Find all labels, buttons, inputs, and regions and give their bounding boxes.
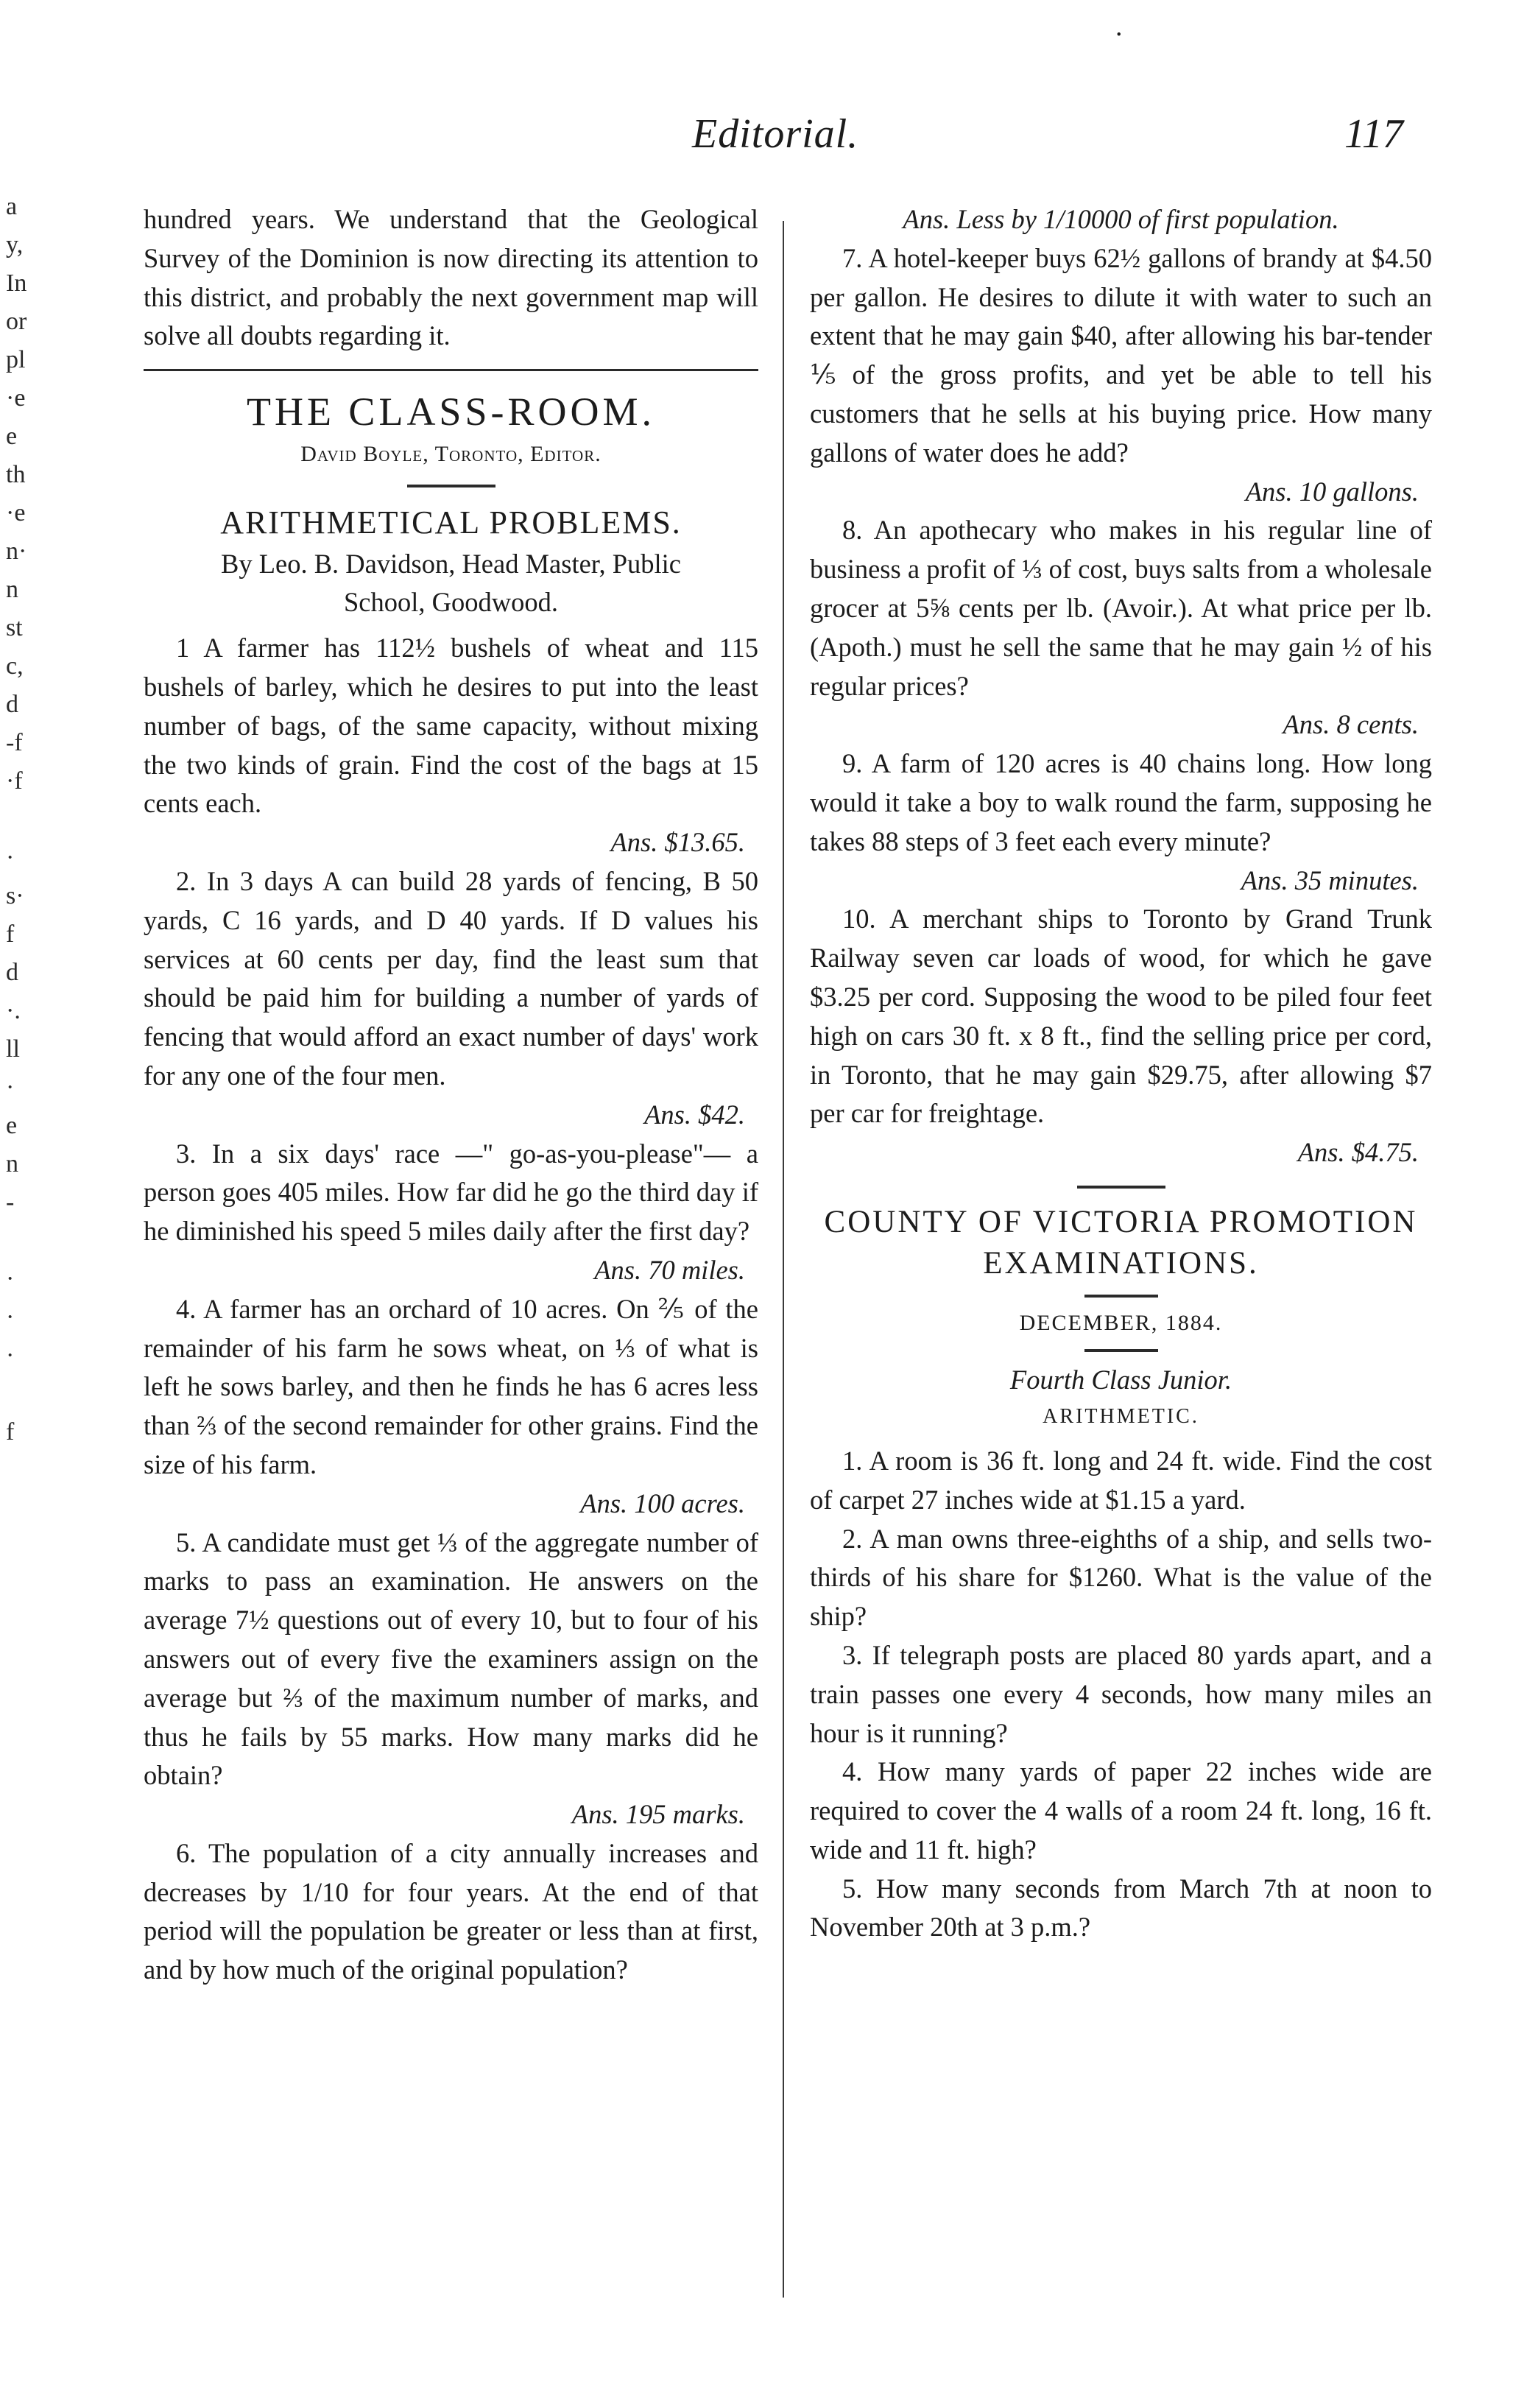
county-heading: COUNTY OF VICTORIA PROMOTION EXAMINATIONS. — [824, 1204, 1418, 1281]
problem-10: 10. A merchant ships to Toronto by Grand Trunk Railway seven car loads of wood, for which he gave $3.25 per cord. Supposing the wood to be piled four feet high on cars 30 ft. x 8 ft., find the selling price per cord, in Toronto, that he may gain $29.75, after allowing $7 per car for freightage. — [810, 904, 1432, 1129]
answer-3: Ans. 70 miles. — [594, 1254, 745, 1285]
answer-4: Ans. 100 acres. — [580, 1488, 745, 1518]
subject-heading: ARITHMETIC. — [1043, 1404, 1199, 1428]
margin-fragment: · — [6, 1342, 15, 1369]
margin-fragment: d — [6, 959, 18, 986]
margin-fragment: n· — [6, 538, 27, 565]
problem-2: 2. In 3 days A can build 28 yards of fencing, B 50 yards, C 16 yards, and D 40 yards. If D values his services at 60 cents per day, find the least sum that should be paid him for building a number of yards of fencing that would afford an exact number of days' work for any one of the four men. — [144, 865, 758, 1091]
problem-3: 3. In a six days' race —" go-as-you-please"— a person goes 405 miles. How far did he go the third day if he diminished his speed 5 miles daily after the first day? — [144, 1138, 758, 1247]
page-number: 117 — [1344, 111, 1403, 157]
answer-10: Ans. $4.75. — [1297, 1137, 1419, 1168]
editor-line: David Boyle, Toronto, Editor. — [300, 442, 602, 467]
short-rule — [1084, 1349, 1158, 1352]
exam-question-3: 3. If telegraph posts are placed 80 yards apart, and a train passes one every 4 seconds, how many miles an hour is it running? — [810, 1639, 1432, 1748]
margin-fragment: s· — [6, 882, 24, 909]
answer-7: Ans. 10 gallons. — [1245, 476, 1419, 507]
edge-mark: . — [1115, 11, 1123, 42]
short-rule — [1077, 1186, 1165, 1189]
margin-fragment: f — [6, 1418, 15, 1446]
problem-4: 4. A farmer has an orchard of 10 acres. On ⅖ of the remainder of his farm he sows wheat, on ⅓ of what is left he sows barley, and then he finds he has 6 acres less than ⅔ of the second remainder for other grains. Find the size of his farm. — [144, 1293, 758, 1479]
margin-fragment: ·f — [6, 767, 23, 795]
margin-fragment: d — [6, 691, 18, 718]
running-head-title: Editorial. — [692, 111, 859, 157]
margin-fragment: a — [6, 193, 18, 220]
problem-7: 7. A hotel-keeper buys 62½ gallons of brandy at $4.50 per gallon. He desires to dilute it with water to such an extent that he may gain $40, after allowing his bar-tender ⅕ of the gross profits, and yet be able to tell his customers that he sells at his buying price. How many gallons of water does he add? — [810, 242, 1432, 468]
exam-date: DECEMBER, 1884. — [1019, 1310, 1223, 1335]
margin-fragment: n — [6, 576, 18, 603]
margin-fragment: pl — [6, 346, 26, 373]
margin-fragment — [6, 1375, 65, 1413]
short-rule — [1084, 1295, 1158, 1298]
answer-1: Ans. $13.65. — [610, 827, 745, 858]
problem-6: 6. The population of a city annually increases and decreases by 1/10 for four years. At the end of that period will the population be greater or less than at first, and by how much of the original population? — [144, 1837, 758, 1985]
exam-question-4: 4. How many yards of paper 22 inches wide are required to cover the 4 walls of a room 24 ft. long, 16 ft. wide and 11 ft. high? — [810, 1756, 1432, 1865]
margin-fragment: · — [6, 844, 15, 871]
column-divider — [783, 221, 784, 2298]
exam-question-2: 2. A man owns three-eighths of a ship, and sells two-thirds of his share for $1260. What is the value of the ship? — [810, 1523, 1432, 1632]
problem-8: 8. An apothecary who makes in his regular line of business a profit of ⅓ of cost, buys salts from a wholesale grocer at 5⅝ cents per lb. (Avoir.). At what price per lb. (Apoth.) must he sell the same that he may gain ½ of his regular prices? — [810, 515, 1432, 701]
margin-fragment: y, — [6, 231, 24, 258]
margin-fragment: st — [6, 614, 23, 641]
margin-fragment: · — [6, 1265, 15, 1292]
margin-fragment: ·. — [6, 997, 21, 1024]
continuation-paragraph: hundred years. We understand that the Geological Survey of the Dominion is now directing its attention to this district, and probably the next government map will solve all doubts regarding it. — [144, 204, 758, 351]
margin-fragment: -f — [6, 729, 23, 756]
answer-2: Ans. $42. — [644, 1099, 745, 1130]
byline-line-1: By Leo. B. Davidson, Head Master, Public — [220, 549, 682, 580]
exam-question-1: 1. A room is 36 ft. long and 24 ft. wide. Find the cost of carpet 27 inches wide at $1.15 a yard. — [810, 1445, 1432, 1515]
margin-fragment: ll — [6, 1035, 20, 1063]
class-heading: Fourth Class Junior. — [1009, 1364, 1232, 1395]
arithmetical-problems-heading: ARITHMETICAL PROBLEMS. — [220, 504, 682, 541]
margin-fragment: · — [6, 1074, 15, 1101]
right-column — [810, 200, 1432, 1947]
answer-8: Ans. 8 cents. — [1283, 709, 1419, 740]
short-rule — [407, 485, 495, 487]
byline — [144, 545, 758, 622]
class-room-heading: THE CLASS-ROOM. — [246, 390, 656, 434]
margin-fragment: th — [6, 461, 26, 488]
margin-fragment: or — [6, 308, 27, 335]
problem-9: 9. A farm of 120 acres is 40 chains long. How long would it take a boy to walk round the farm, supposing he takes 88 steps of 3 feet each every minute? — [810, 748, 1432, 856]
margin-fragment: ·e — [6, 384, 26, 412]
byline-line-2: School, Goodwood. — [344, 587, 558, 618]
margin-fragment: ·e — [6, 499, 26, 527]
margin-fragment: - — [6, 1189, 15, 1216]
answer-9: Ans. 35 minutes. — [1241, 865, 1419, 895]
margin-fragment: In — [6, 270, 27, 297]
answer-6: Ans. Less by 1/10000 of first population. — [903, 204, 1339, 234]
margin-fragment: c, — [6, 652, 24, 680]
margin-fragment — [6, 800, 65, 839]
answer-5: Ans. 195 marks. — [571, 1799, 745, 1830]
margin-fragment: n — [6, 1150, 18, 1177]
margin-fragment: f — [6, 920, 15, 948]
margin-bleed-through — [6, 188, 65, 1451]
margin-fragment: · — [6, 1303, 15, 1331]
margin-fragment: e — [6, 423, 18, 450]
problem-1: 1 A farmer has 112½ bushels of wheat and 115 bushels of barley, which he desires to put into the least number of bags, of the same capacity, without mixing the two kinds of grain. Find the cost of the bags at 15 cents each. — [144, 633, 758, 819]
section-rule — [144, 369, 758, 371]
problem-5: 5. A candidate must get ⅓ of the aggregate number of marks to pass an examination. He answers on the average 7½ questions out of every 10, but to four of his answers out of every five the examiners assign on the average but ⅔ of the maximum number of marks, and thus he fails by 55 marks. How many marks did he obtain? — [144, 1527, 758, 1791]
left-column — [144, 200, 758, 1990]
exam-question-5: 5. How many seconds from March 7th at noon to November 20th at 3 p.m.? — [810, 1873, 1432, 1943]
margin-fragment: e — [6, 1112, 18, 1139]
margin-fragment — [6, 1222, 65, 1260]
